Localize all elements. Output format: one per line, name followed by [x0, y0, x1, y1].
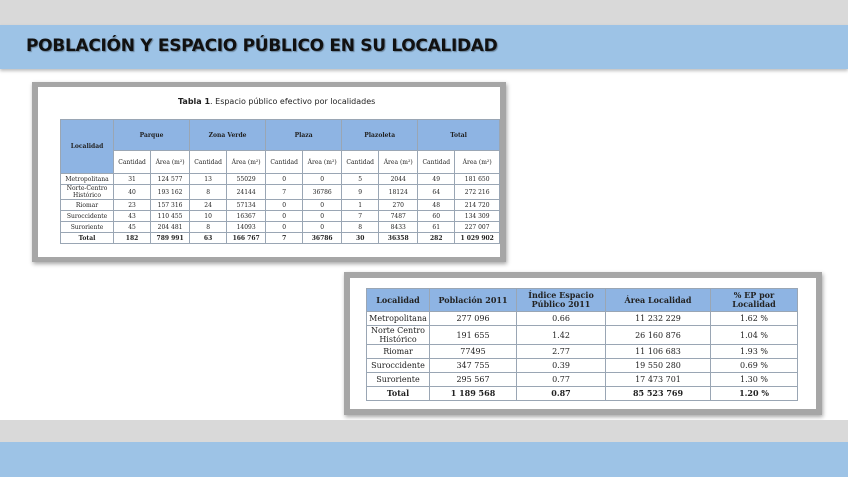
table-cell: 0: [303, 200, 342, 211]
table-cell: 191 655: [430, 326, 517, 345]
table-cell: 40: [114, 185, 151, 200]
header-group-zona-verde: Zona Verde: [190, 120, 266, 151]
table-cell: 124 577: [151, 174, 190, 185]
table-cell: 0.66: [517, 312, 606, 326]
table-cell: 9: [342, 185, 379, 200]
header-group-parque: Parque: [114, 120, 190, 151]
table-cell: 789 991: [151, 233, 190, 244]
table-cell: 24144: [227, 185, 266, 200]
espacio-publico-table: [60, 119, 500, 244]
table-cell: 1 029 902: [455, 233, 500, 244]
table1-caption-prefix: Tabla 1: [178, 97, 211, 106]
table-cell: Suroriente: [367, 373, 430, 387]
table-cell: 8: [190, 222, 227, 233]
table-row: [367, 312, 798, 326]
table-total-row: [367, 387, 798, 401]
subheader-cantidad: Cantidad: [418, 151, 455, 174]
table-cell: 277 096: [430, 312, 517, 326]
table-cell: 1 189 568: [430, 387, 517, 401]
table-cell: 181 650: [455, 174, 500, 185]
subheader-area: Área (m²): [379, 151, 418, 174]
table-cell: 43: [114, 211, 151, 222]
header-porcentaje-ep: % EP por Localidad: [711, 289, 798, 312]
top-gray-strip: [0, 0, 848, 25]
table-cell: 11 232 229: [606, 312, 711, 326]
header-group-total: Total: [418, 120, 500, 151]
table-cell: 182: [114, 233, 151, 244]
table-cell: 85 523 769: [606, 387, 711, 401]
table-cell: 1: [342, 200, 379, 211]
table-cell: Suroccidente: [367, 359, 430, 373]
table-cell: 214 720: [455, 200, 500, 211]
header-poblacion: Población 2011: [430, 289, 517, 312]
header-localidad: Localidad: [367, 289, 430, 312]
table-cell: 36786: [303, 233, 342, 244]
table-cell: 0: [266, 174, 303, 185]
table-cell: 1.42: [517, 326, 606, 345]
table-cell: 204 481: [151, 222, 190, 233]
table-cell: 1.04 %: [711, 326, 798, 345]
table-cell: 157 316: [151, 200, 190, 211]
cell-localidad: Metropolitana: [61, 174, 114, 185]
slide-title: POBLACIÓN Y ESPACIO PÚBLICO EN SU LOCALIDAD: [26, 36, 498, 56]
table-cell: 7: [266, 185, 303, 200]
table-cell: 0: [303, 211, 342, 222]
table-cell: 272 216: [455, 185, 500, 200]
subheader-cantidad: Cantidad: [266, 151, 303, 174]
table-cell: 2.77: [517, 345, 606, 359]
table-row: [367, 359, 798, 373]
table-cell: Metropolitana: [367, 312, 430, 326]
table1-frame: [32, 82, 506, 262]
cell-localidad: Suroriente: [61, 222, 114, 233]
header-area-localidad: Área Localidad: [606, 289, 711, 312]
table-cell: 30: [342, 233, 379, 244]
table-row: [61, 200, 500, 211]
table-cell: 57134: [227, 200, 266, 211]
table-cell: 1.93 %: [711, 345, 798, 359]
table-row: [367, 373, 798, 387]
table-cell: Riomar: [367, 345, 430, 359]
table-cell: 48: [418, 200, 455, 211]
table-cell: Norte Centro Histórico: [367, 326, 430, 345]
table-cell: 295 567: [430, 373, 517, 387]
table-cell: 0: [266, 200, 303, 211]
table-row: [61, 185, 500, 200]
header-group-plaza: Plaza: [266, 120, 342, 151]
table-cell: 7: [266, 233, 303, 244]
table-cell: 19 550 280: [606, 359, 711, 373]
header-indice: Índice Espacio Público 2011: [517, 289, 606, 312]
subheader-cantidad: Cantidad: [190, 151, 227, 174]
table-cell: 5: [342, 174, 379, 185]
cell-localidad: Riomar: [61, 200, 114, 211]
header-group-plazoleta: Plazoleta: [342, 120, 418, 151]
table-cell: 26 160 876: [606, 326, 711, 345]
table-cell: 1.20 %: [711, 387, 798, 401]
table1-caption-text: . Espacio público efectivo por localidades: [210, 97, 376, 106]
cell-localidad: Norte-Centro Histórico: [61, 185, 114, 200]
table-cell: 0: [266, 222, 303, 233]
subheader-cantidad: Cantidad: [342, 151, 379, 174]
table-cell: 166 767: [227, 233, 266, 244]
table1-sheet: [38, 87, 500, 257]
table-cell: 55029: [227, 174, 266, 185]
table-row: [367, 326, 798, 345]
header-localidad: Localidad: [61, 120, 114, 174]
table-cell: 60: [418, 211, 455, 222]
table-row: [61, 222, 500, 233]
bottom-blue-band: [0, 442, 848, 477]
table-cell: 0.69 %: [711, 359, 798, 373]
bottom-gray-band: [0, 420, 848, 442]
table-cell: 270: [379, 200, 418, 211]
table1-caption: [178, 97, 375, 106]
table-cell: 1.30 %: [711, 373, 798, 387]
cell-localidad: Total: [61, 233, 114, 244]
table-cell: 0.39: [517, 359, 606, 373]
table-cell: 193 162: [151, 185, 190, 200]
table-row: [367, 345, 798, 359]
table-cell: 1.62 %: [711, 312, 798, 326]
table-total-row: [61, 233, 500, 244]
table-cell: 0.77: [517, 373, 606, 387]
table-cell: 13: [190, 174, 227, 185]
table-cell: 8433: [379, 222, 418, 233]
table-row: [61, 211, 500, 222]
table-cell: 14093: [227, 222, 266, 233]
table-cell: 10: [190, 211, 227, 222]
subheader-area: Área (m²): [303, 151, 342, 174]
table-cell: 18124: [379, 185, 418, 200]
subheader-cantidad: Cantidad: [114, 151, 151, 174]
table-cell: 16367: [227, 211, 266, 222]
poblacion-table: [366, 288, 798, 401]
table-cell: 77495: [430, 345, 517, 359]
table-cell: 7: [342, 211, 379, 222]
table-cell: 23: [114, 200, 151, 211]
table2-frame: [344, 272, 822, 415]
table-cell: 45: [114, 222, 151, 233]
table-cell: 24: [190, 200, 227, 211]
table-cell: 0: [303, 222, 342, 233]
table-cell: 282: [418, 233, 455, 244]
table2-sheet: [350, 278, 816, 409]
table-cell: 64: [418, 185, 455, 200]
table-cell: 63: [190, 233, 227, 244]
table-cell: 110 455: [151, 211, 190, 222]
table-cell: 17 473 701: [606, 373, 711, 387]
table-cell: 8: [190, 185, 227, 200]
cell-localidad: Suroccidente: [61, 211, 114, 222]
table-cell: Total: [367, 387, 430, 401]
table-cell: 7487: [379, 211, 418, 222]
table-cell: 347 755: [430, 359, 517, 373]
subheader-area: Área (m²): [151, 151, 190, 174]
table-cell: 227 007: [455, 222, 500, 233]
subheader-area: Área (m²): [455, 151, 500, 174]
subheader-area: Área (m²): [227, 151, 266, 174]
table-cell: 0.87: [517, 387, 606, 401]
table-cell: 36358: [379, 233, 418, 244]
table-cell: 49: [418, 174, 455, 185]
table-cell: 134 309: [455, 211, 500, 222]
table-cell: 2044: [379, 174, 418, 185]
table-cell: 0: [303, 174, 342, 185]
table-cell: 8: [342, 222, 379, 233]
table-cell: 36786: [303, 185, 342, 200]
table-cell: 0: [266, 211, 303, 222]
table-cell: 11 106 683: [606, 345, 711, 359]
table-cell: 61: [418, 222, 455, 233]
table-cell: 31: [114, 174, 151, 185]
table-row: [61, 174, 500, 185]
